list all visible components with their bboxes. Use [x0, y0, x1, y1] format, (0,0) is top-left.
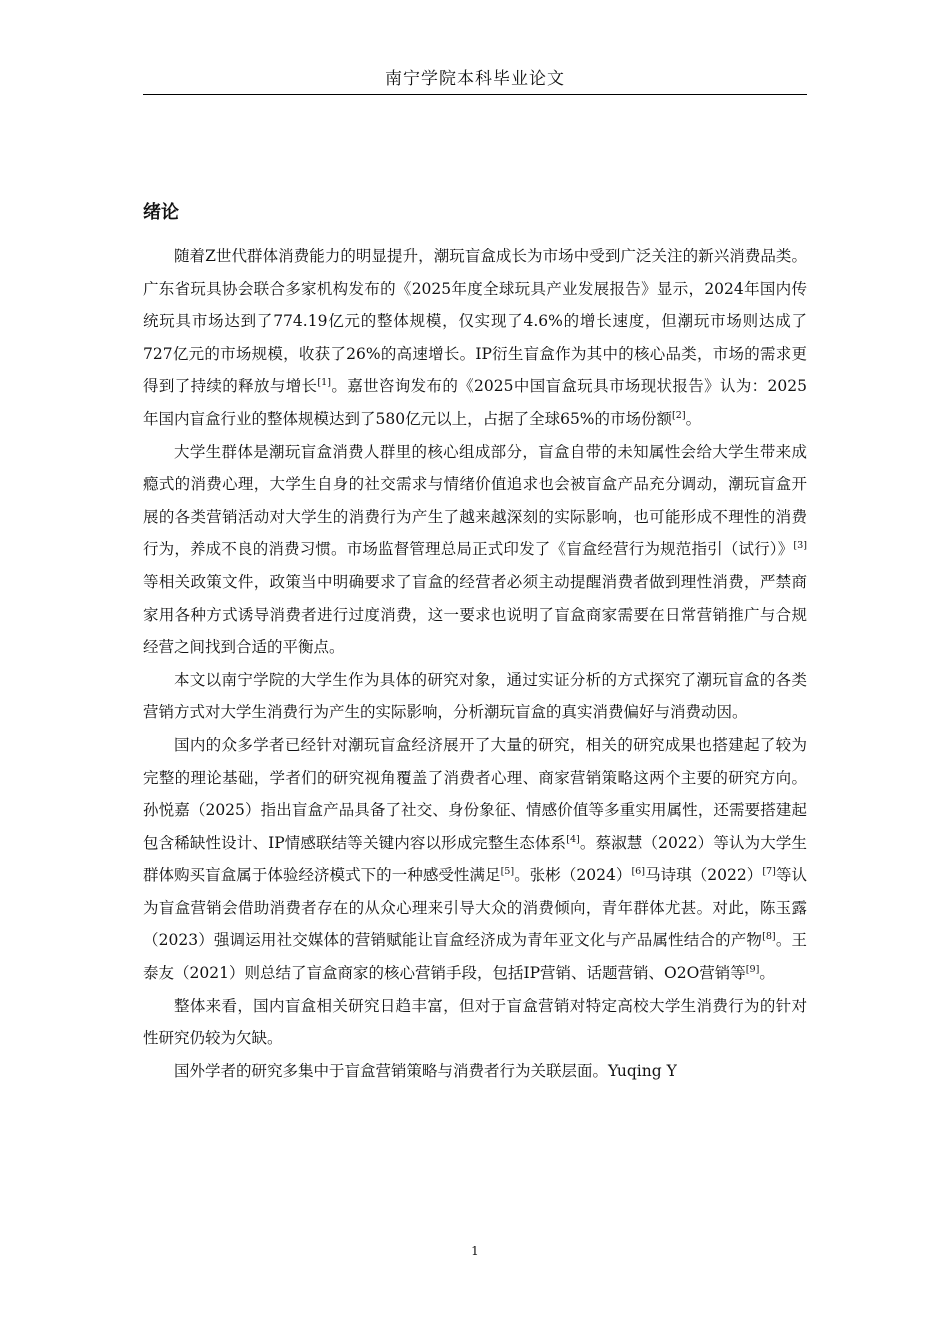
body-text — [143, 240, 807, 1087]
citation-ref: [8] — [762, 931, 776, 943]
paragraph — [143, 729, 807, 990]
paragraph-text: 。 — [685, 409, 702, 428]
citation-ref: [3] — [793, 540, 807, 552]
citation-ref: [7] — [762, 866, 776, 878]
paragraph-text: 整体来看，国内盲盒相关研究日趋丰富，但对于盲盒营销对特定高校大学生消费行为的针对性研究仍较为欠缺。 — [143, 996, 807, 1048]
paragraph — [143, 990, 807, 1055]
section-title: 绪论 — [143, 202, 179, 223]
running-header: 南宁学院本科毕业论文 — [385, 69, 565, 89]
paragraph-text: 大学生群体是潮玩盲盒消费人群里的核心组成部分，盲盒自带的未知属性会给大学生带来成瘾式的消费心理，大学生自身的社交需求与情绪价值追求也会被盲盒产品充分调动，潮玩盲盒开展的各类营销活动对大学生的消费行为产生了越来越深刻的实际影响，也可能形成不理性的消费行为，养成不良的消费习惯。市场监督管理总局正式印发了《盲盒经营行为规范指引（试行）》 — [143, 442, 807, 559]
page-number: 1 — [471, 1244, 479, 1258]
paragraph-text: 马诗琪（2022） — [645, 866, 763, 885]
paragraph-text: 。王泰友（2021）则总结了盲盒商家的核心营销手段，包括IP营销、话题营销、O2O营销等 — [143, 931, 807, 983]
paragraph-text: 国外学者的研究多集中于盲盒营销策略与消费者行为关联层面。Yuqing Y — [174, 1061, 677, 1080]
citation-ref: [5] — [500, 866, 515, 878]
citation-ref: [6] — [631, 866, 646, 878]
paragraph-text: 随着Z世代群体消费能力的明显提升，潮玩盲盒成长为市场中受到广泛关注的新兴消费品类。广东省玩具协会联合多家机构发布的《2025年度全球玩具产业发展报告》显示，2024年国内传统玩具市场达到了774.19亿元的整体规模，仅实现了4.6%的增长速度，但潮玩市场则达成了727亿元的市场规模，收获了26%的高速增长。IP衍生盲盒作为其中的核心品类，市场的需求更得到了持续的释放与增长 — [143, 247, 807, 396]
paragraph-text: 。嘉世咨询发布的《2025中国盲盒玩具市场现状报告》认为：2025年国内盲盒行业的整体规模达到了580亿元以上，占据了全球65%的市场份额 — [143, 377, 807, 428]
paragraph-text: 国内的众多学者已经针对潮玩盲盒经济展开了大量的研究，相关的研究成果也搭建起了较为完整的理论基础，学者们的研究视角覆盖了消费者心理、商家营销策略这两个主要的研究方向。孙悦嘉（2025）指出盲盒产品具备了社交、身份象征、情感价值等多重实用属性，还需要搭建起包含稀缺性设计、IP情感联结等关键内容以形成完整生态体系 — [143, 735, 807, 852]
paragraph-text: 。张彬（2024） — [514, 866, 632, 885]
paragraph — [143, 664, 807, 729]
citation-ref: [4] — [566, 833, 580, 845]
citation-ref: [9] — [745, 963, 760, 975]
paragraph-text: 等相关政策文件，政策当中明确要求了盲盒的经营者必须主动提醒消费者做到理性消费，严禁商家用各种方式诱导消费者进行过度消费，这一要求也说明了盲盒商家需要在日常营销推广与合规经营之间找到合适的平衡点。 — [143, 572, 807, 657]
paragraph — [143, 1055, 807, 1088]
header-rule — [143, 94, 807, 95]
paragraph-text: 等认为盲盒营销会借助消费者存在的从众心理来引导大众的消费倾向，青年群体尤甚。对此，陈玉露（2023）强调运用社交媒体的营销赋能让盲盒经济成为青年亚文化与产品属性结合的产物 — [143, 866, 807, 950]
citation-ref: [1] — [317, 377, 331, 389]
paragraph-text: 。蔡淑慧（2022）等认为大学生群体购买盲盒属于体验经济模式下的一种感受性满足 — [143, 833, 807, 885]
citation-ref: [2] — [672, 409, 686, 421]
paragraph-text: 本文以南宁学院的大学生作为具体的研究对象，通过实证分析的方式探究了潮玩盲盒的各类营销方式对大学生消费行为产生的实际影响，分析潮玩盲盒的真实消费偏好与消费动因。 — [143, 670, 807, 722]
paragraph — [143, 240, 807, 436]
paragraph-text: 。 — [759, 964, 775, 983]
paragraph — [143, 436, 807, 664]
